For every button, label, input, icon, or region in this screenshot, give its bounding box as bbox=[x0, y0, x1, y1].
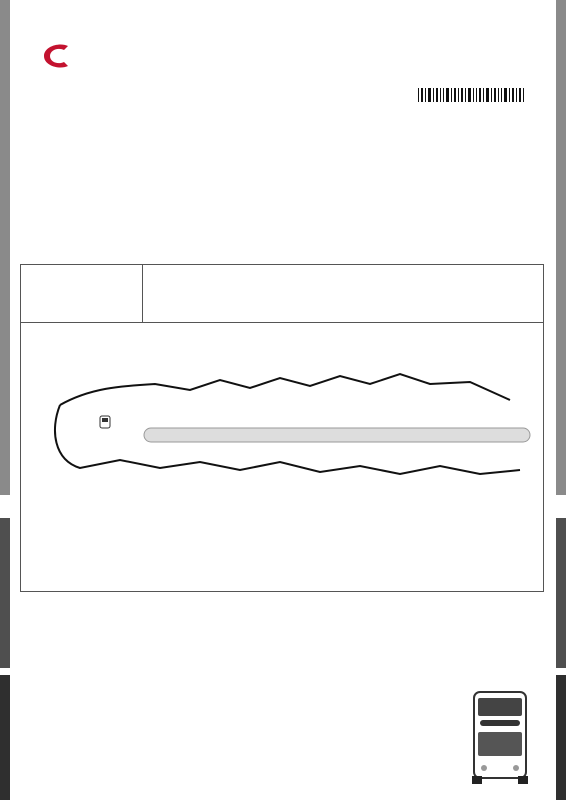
left-lower-bar bbox=[0, 518, 10, 668]
left-bottom-bar bbox=[0, 675, 10, 800]
bus-icon bbox=[470, 688, 530, 786]
island-platform bbox=[144, 428, 530, 442]
left-edge-bar bbox=[0, 0, 10, 495]
right-edge-bar bbox=[556, 0, 566, 495]
right-lower-bar bbox=[556, 518, 566, 668]
citybus-logo bbox=[42, 42, 152, 70]
box-divider-horizontal bbox=[20, 322, 544, 323]
upper-road-edge bbox=[60, 374, 510, 405]
box-divider-vertical bbox=[142, 264, 143, 322]
barcode bbox=[418, 88, 526, 106]
platform-diagram bbox=[20, 350, 544, 500]
right-bottom-bar bbox=[556, 675, 566, 800]
bus-stop-icon bbox=[100, 416, 110, 428]
